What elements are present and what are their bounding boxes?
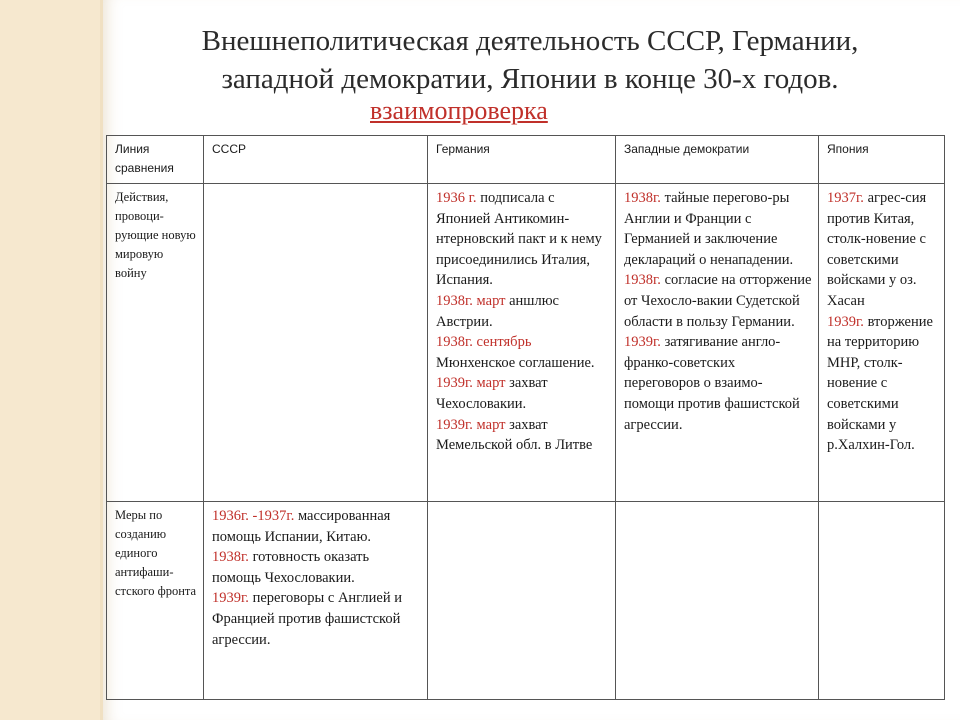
event-date: 1936г. -1937г.: [212, 508, 295, 524]
cell-ussr: [204, 184, 428, 502]
header-japan: Япония: [819, 136, 945, 184]
event-entry: [827, 312, 938, 456]
event-entry: [624, 188, 812, 270]
event-date: 1938г.: [212, 549, 249, 566]
event-entry: [212, 588, 421, 650]
comparison-table: [106, 135, 945, 700]
cell-ussr: [204, 502, 428, 700]
event-date: 1938г. сентябрь: [436, 334, 532, 351]
event-date: 1938г.: [624, 272, 661, 289]
table-header-row: [107, 136, 945, 184]
event-text: Мюнхенское соглашение.: [436, 354, 595, 371]
event-entry: [436, 415, 609, 456]
cell-germany: [428, 502, 616, 700]
event-date: 1939г.: [212, 590, 249, 607]
title-line-1: Внешнеполитическая деятельность СССР, Германии,: [201, 25, 859, 57]
event-text: подписала с Японией Антикомин-нтерновский пакт и к нему присоединились Италия, Испания.: [436, 190, 602, 289]
event-entry: [436, 373, 609, 414]
event-date: 1938г.: [624, 190, 661, 206]
event-text: захват Мемельской обл. в Литве: [436, 416, 593, 454]
event-date: 1936 г.: [436, 190, 477, 206]
cell-japan: [819, 184, 945, 502]
event-text: агрес-сия против Китая, столк-новение с советскими войсками у оз. Хасан: [827, 190, 927, 309]
header-western: Западные демократии: [616, 136, 819, 184]
cell-japan: [819, 502, 945, 700]
event-text: готовность оказать помощь Чехословакии.: [212, 549, 370, 586]
event-text: аншлюс Австрии.: [436, 292, 559, 330]
event-text: захват Чехословакии.: [436, 375, 548, 412]
left-decorative-band: [0, 0, 100, 720]
event-date: 1939г. март: [436, 375, 506, 392]
event-entry: [436, 188, 609, 291]
event-text: тайные перегово-ры Англии и Франции с Германией и заключение деклараций о ненападении.: [624, 190, 794, 268]
event-entry: [212, 547, 421, 588]
cell-western: [616, 502, 819, 700]
event-text: вторжение на территорию МНР, столк-новение с советскими войсками у р.Халхин-Гол.: [827, 313, 933, 454]
header-ussr: СССР: [204, 136, 428, 184]
slide-title: [100, 22, 960, 128]
event-date: 1939г.: [624, 334, 661, 351]
event-entry: [436, 332, 609, 373]
event-text: массированная помощь Испании, Китаю.: [212, 508, 391, 545]
event-entry: [624, 332, 812, 435]
event-entry: [212, 506, 421, 547]
row-label: Действия, провоци-рующие новую мировую войну: [107, 184, 204, 502]
table-row: [107, 184, 945, 502]
header-comparison: Линия сравнения: [107, 136, 204, 184]
event-text: затягивание англо-франко-советских переговоров о взаимо-помощи против фашистской агрессии.: [624, 334, 800, 433]
event-entry: [624, 270, 812, 332]
title-subtitle: взаимопроверка: [370, 96, 548, 125]
table-row: [107, 502, 945, 700]
row-label: Меры по созданию единого антифаши-стского фронта: [107, 502, 204, 700]
event-date: 1938г. март: [436, 292, 506, 309]
cell-western: [616, 184, 819, 502]
event-entry: [827, 188, 938, 312]
title-line-2: западной демократии, Японии в конце 30-х годов.: [221, 63, 839, 95]
event-date: 1939г. март: [436, 416, 506, 433]
event-text: переговоры с Англией и Францией против фашистской агрессии.: [212, 590, 402, 648]
cell-germany: [428, 184, 616, 502]
event-date: 1937г.: [827, 190, 864, 206]
event-entry: [436, 291, 609, 332]
event-text: согласие на отторжение от Чехосло-вакии Судетской области в пользу Германии.: [624, 272, 812, 330]
event-date: 1939г.: [827, 313, 864, 330]
header-germany: Германия: [428, 136, 616, 184]
